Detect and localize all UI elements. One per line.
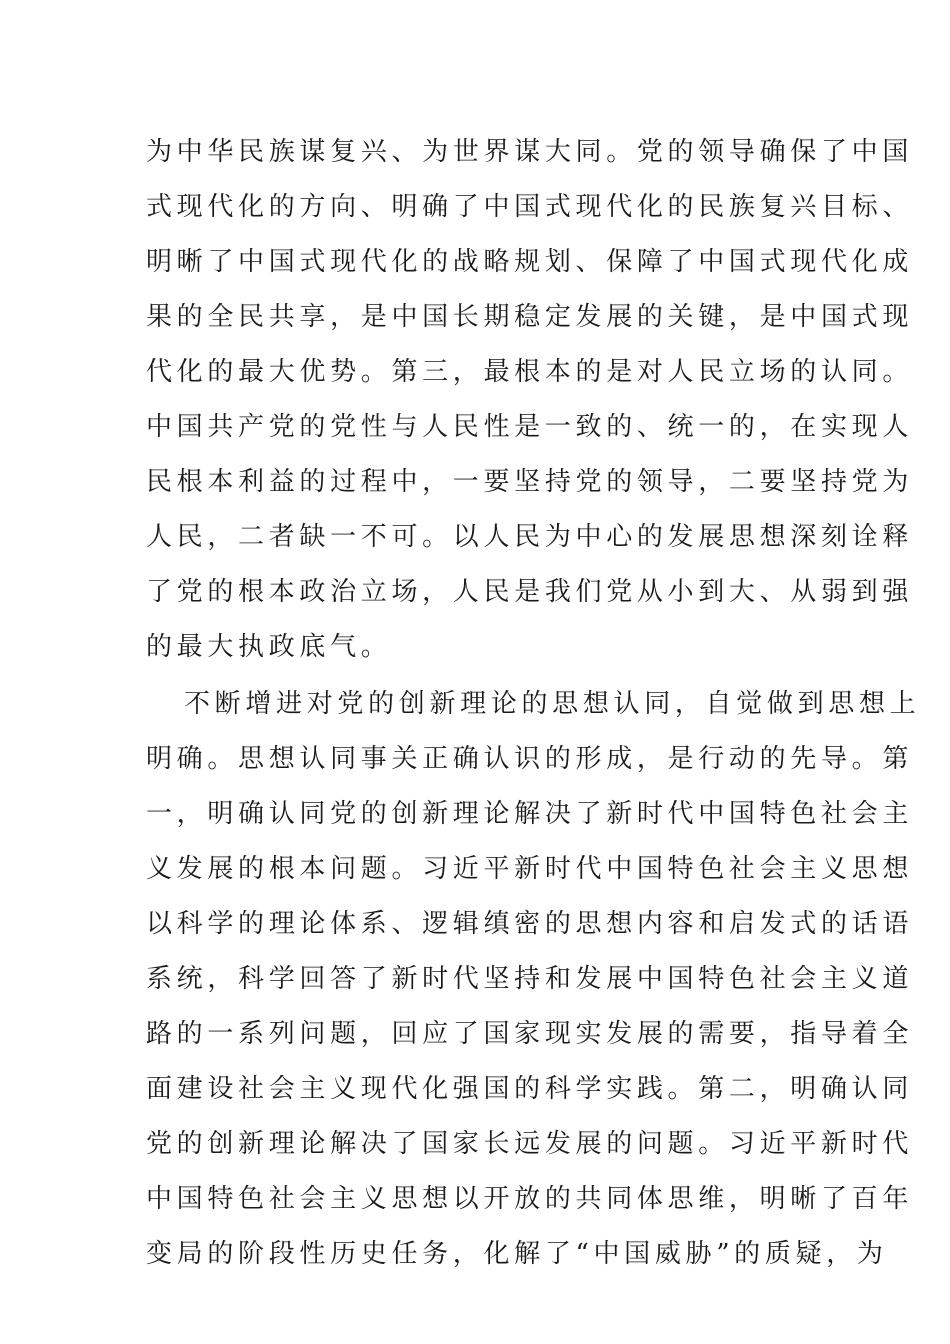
text-line: 以科学的理论体系、逻辑缜密的思想内容和启发式的话语 — [146, 909, 914, 939]
text-line: 民根本利益的过程中，一要坚持党的领导，二要坚持党为 — [146, 467, 914, 497]
text-line: 果的全民共享，是中国长期稳定发展的关键，是中国式现 — [146, 302, 914, 332]
text-line: 中国共产党的党性与人民性是一致的、统一的，在实现人 — [146, 412, 914, 442]
text-line: 为中华民族谋复兴、为世界谋大同。党的领导确保了中国 — [146, 137, 914, 167]
text-line: 代化的最大优势。第三，最根本的是对人民立场的认同。 — [146, 357, 914, 387]
text-line: 式现代化的方向、明确了中国式现代化的民族复兴目标、 — [146, 192, 914, 222]
text-line: 明确。思想认同事关正确认识的形成，是行动的先导。第 — [146, 744, 914, 774]
text-line: 一，明确认同党的创新理论解决了新时代中国特色社会主 — [146, 799, 914, 829]
text-line: 党的创新理论解决了国家长远发展的问题。习近平新时代 — [146, 1129, 914, 1159]
text-line: 人民，二者缺一不可。以人民为中心的发展思想深刻诠释 — [146, 522, 914, 552]
text-line: 系统，科学回答了新时代坚持和发展中国特色社会主义道 — [146, 964, 914, 994]
text-line: 了党的根本政治立场，人民是我们党从小到大、从弱到强 — [146, 577, 914, 607]
text-line: 义发展的根本问题。习近平新时代中国特色社会主义思想 — [146, 854, 914, 884]
text-line: 的最大执政底气。 — [146, 632, 392, 662]
paragraph-start-line: 不断增进对党的创新理论的思想认同，自觉做到思想上 — [184, 689, 921, 719]
text-line: 路的一系列问题，回应了国家现实发展的需要，指导着全 — [146, 1019, 914, 1049]
text-line: 中国特色社会主义思想以开放的共同体思维，明晰了百年 — [146, 1184, 914, 1214]
text-line: 明晰了中国式现代化的战略规划、保障了中国式现代化成 — [146, 247, 914, 277]
text-line: 面建设社会主义现代化强国的科学实践。第二，明确认同 — [146, 1074, 914, 1104]
text-line: 变局的阶段性历史任务，化解了“中国威胁”的质疑，为 — [146, 1239, 888, 1269]
